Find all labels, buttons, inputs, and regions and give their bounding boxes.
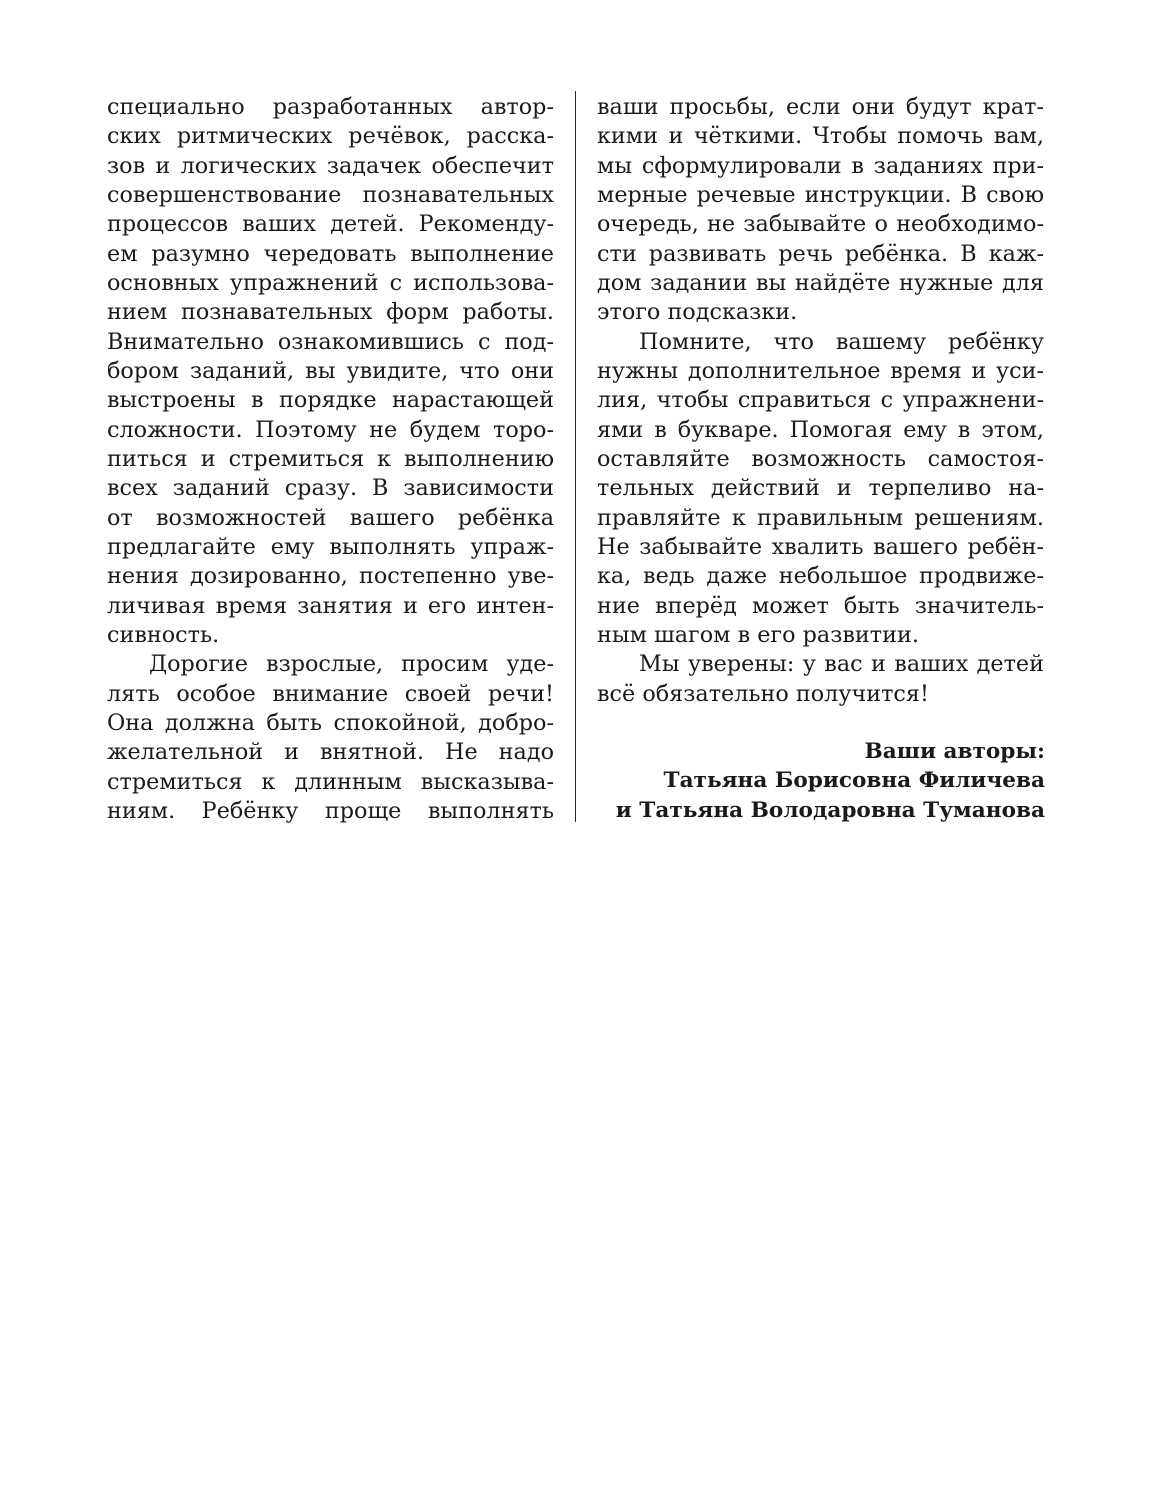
text-line: бором заданий, вы увидите, что они (107, 357, 554, 384)
text-line: питься и стремиться к выполнению (107, 445, 554, 472)
right-column (597, 93, 1044, 709)
left-column (107, 93, 554, 826)
text-line: всё обязательно получится! (597, 680, 929, 707)
text-line: этого подсказки. (597, 299, 798, 326)
text-line: кими и чёткими. Чтобы помочь вам, (597, 123, 1044, 150)
text-line: совершенствование познавательных (107, 181, 554, 208)
text-line: лия, чтобы справиться с упражнени- (597, 387, 1044, 414)
author-name: и Татьяна Володаровна Туманова (615, 797, 1045, 823)
text-line: Она должна быть спокойной, добро- (107, 709, 554, 736)
text-line: желательной и внятной. Не надо (107, 739, 554, 766)
text-line: дом задании вы найдёте нужные для (597, 269, 1044, 296)
left-paragraph-1 (107, 93, 554, 650)
text-line: ка, ведь даже небольшое продвиже- (597, 563, 1044, 590)
text-line: мерные речевые инструкции. В свою (597, 181, 1044, 208)
text-line: Помните, что вашему ребёнку (639, 328, 1044, 355)
text-line: процессов ваших детей. Рекоменду- (107, 211, 554, 238)
text-line: лять особое внимание своей речи! (107, 680, 554, 707)
text-line: Мы уверены: у вас и ваших детей (639, 651, 1044, 678)
authors-signature (616, 737, 1045, 825)
right-paragraph-1 (597, 93, 1044, 328)
text-line: нием познавательных форм работы. (107, 299, 554, 326)
text-line: основных упражнений с использова- (107, 269, 554, 296)
left-paragraph-2 (107, 650, 554, 826)
text-line: ями в букваре. Помогая ему в этом, (597, 416, 1044, 443)
text-line: стремиться к длинным высказыва- (107, 768, 554, 795)
text-line: Не забывайте хвалить вашего ребён- (597, 533, 1044, 560)
text-line: сти развивать речь ребёнка. В каж- (597, 240, 1044, 267)
text-line: ниям. Ребёнку проще выполнять (107, 797, 554, 824)
text-line: ем разумно чередовать выполнение (107, 240, 554, 267)
text-line: от возможностей вашего ребёнка (107, 504, 554, 531)
text-line: сивность. (107, 621, 220, 648)
right-paragraph-3 (597, 650, 1044, 709)
signature-heading: Ваши авторы: (864, 739, 1045, 764)
text-line: Дорогие взрослые, просим уде- (149, 651, 554, 678)
text-line: мы сформулировали в заданиях при- (597, 152, 1044, 179)
text-line: личивая время занятия и его интен- (107, 592, 554, 619)
right-paragraph-2 (597, 328, 1044, 651)
column-divider (575, 91, 576, 822)
text-line: нужны дополнительное время и уси- (597, 357, 1044, 384)
text-line: очередь, не забывайте о необходимо- (597, 211, 1044, 238)
text-line: правляйте к правильным решениям. (597, 504, 1044, 531)
text-line: предлагайте ему выполнять упраж- (107, 533, 554, 560)
text-line: специально разработанных автор- (107, 94, 554, 120)
text-line: ным шагом в его развитии. (597, 621, 919, 648)
text-line: тельных действий и терпеливо на- (597, 475, 1044, 502)
text-line: всех заданий сразу. В зависимости (107, 475, 554, 502)
author-name: Татьяна Борисовна Филичева (663, 768, 1045, 794)
text-line: ваши просьбы, если они будут крат- (597, 94, 1044, 120)
text-line: зов и логических задачек обеспечит (107, 152, 554, 179)
text-line: ских ритмических речёвок, расска- (107, 123, 554, 150)
text-line: оставляйте возможность самостоя- (597, 445, 1044, 472)
text-line: ние вперёд может быть значитель- (597, 592, 1044, 619)
text-line: нения дозированно, постепенно уве- (107, 563, 554, 590)
text-line: сложности. Поэтому не будем торо- (107, 416, 554, 443)
text-line: Внимательно ознакомившись с под- (107, 328, 554, 355)
text-line: выстроены в порядке нарастающей (107, 387, 554, 414)
